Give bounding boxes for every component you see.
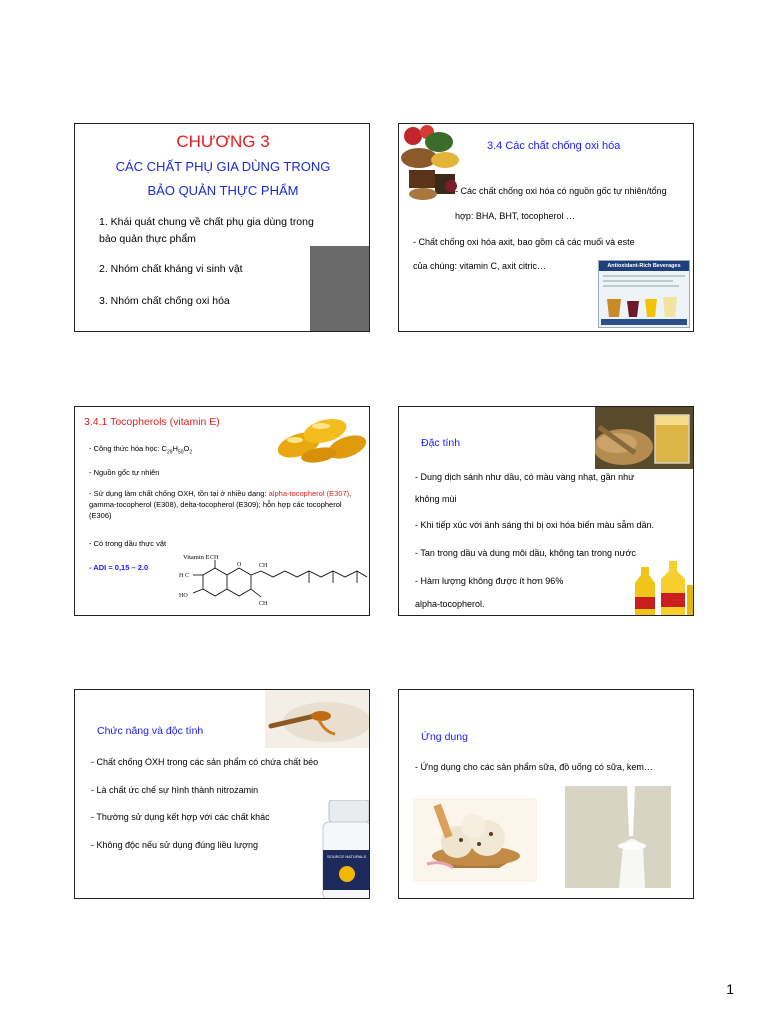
bullet-2: - Khi tiếp xúc với ánh sáng thì bị oxi hóa biến màu sẫm dần. bbox=[415, 520, 655, 530]
slide-subtitle-line2: BẢO QUẢN THỰC PHẨM bbox=[147, 183, 299, 198]
slide-title: CHƯƠNG 3 bbox=[176, 132, 270, 151]
slide-tocopherols bbox=[74, 406, 370, 616]
outline-item-1-line1: 1. Khái quát chung về chất phụ gia dùng trong bbox=[99, 216, 314, 228]
bullet-4-line1: - Hàm lượng không được ít hơn 96% bbox=[415, 576, 564, 586]
structure-label-ch3-left-tail: C bbox=[185, 573, 190, 579]
structure-label-ch3-right: CH bbox=[259, 563, 268, 569]
slide-chapter-3 bbox=[74, 123, 370, 332]
cooking-oil-bottles-image bbox=[633, 557, 694, 616]
food-collage-image bbox=[399, 124, 463, 206]
bullet-4: - Không độc nếu sử dụng đúng liều lượng bbox=[91, 840, 259, 850]
structure-label-ho: HO bbox=[179, 593, 188, 599]
bullet-2-line1: - Chất chống oxi hóa axit, bao gồm cả các muối và este bbox=[413, 237, 635, 247]
outline-item-2: 2. Nhóm chất kháng vi sinh vật bbox=[99, 263, 243, 275]
bullet-4-line2: alpha-tocopherol. bbox=[415, 599, 485, 609]
bullet-3: - Tan trong dầu và dung môi dầu, không tan trong nước bbox=[415, 548, 636, 558]
structure-title: Vitamin E bbox=[183, 554, 210, 561]
oil-and-grain-image bbox=[595, 407, 694, 469]
vitamin-e-structure-diagram bbox=[171, 553, 370, 616]
bullet-natural-origin: - Nguồn gốc tự nhiên bbox=[89, 468, 160, 477]
formula-prefix: - Công thức hóa học: C bbox=[89, 444, 167, 453]
bullet-usage-highlight: alpha-tocopherol (E307) bbox=[268, 489, 350, 498]
bullet-usage bbox=[89, 488, 361, 521]
formula-c-subscript: 29 bbox=[166, 449, 173, 456]
poster-title: Antioxidant-Rich Beverages bbox=[599, 261, 689, 271]
bullet-usage-part2: , gamma-tocopherol (E308), delta-tocopherol (E309); hỗn hợp các tocopherol (E306) bbox=[89, 489, 352, 520]
slide-heading: 3.4.1 Tocopherols (vitamin E) bbox=[84, 416, 220, 428]
formula-o: O bbox=[183, 444, 190, 453]
structure-label-o: O bbox=[237, 562, 242, 568]
formula-o-subscript: 2 bbox=[189, 449, 193, 456]
bullet-2: - Là chất ức chế sự hình thành nitrozamin bbox=[91, 785, 259, 795]
bottle-label-text: SOURCE NATURALS bbox=[327, 854, 367, 859]
supplement-bottle-image bbox=[321, 800, 370, 899]
bullet-1: - Chất chống OXH trong các sản phẩm có chứa chất béo bbox=[91, 757, 319, 767]
slide-antioxidants bbox=[398, 123, 694, 332]
bullet-2-line2: của chúng: vitamin C, axit citric… bbox=[413, 261, 547, 271]
slide-subtitle-line1: CÁC CHẤT PHỤ GIA DÙNG TRONG bbox=[115, 159, 331, 174]
bullet-1: - Ứng dụng cho các sản phẩm sữa, đồ uống có sữa, kem… bbox=[415, 762, 653, 772]
slide-heading: Chức năng và độc tính bbox=[97, 725, 204, 737]
formula-h-subscript: 50 bbox=[177, 449, 184, 456]
bullet-3: - Thường sử dụng kết hợp với các chất khác bbox=[91, 812, 270, 822]
beverage-poster-image bbox=[598, 260, 690, 328]
milk-pouring-image bbox=[565, 786, 671, 888]
structure-label-ch3-left: H bbox=[179, 573, 184, 579]
bullet-vegetable-oil: - Có trong dầu thực vật bbox=[89, 539, 167, 548]
vitamin-e-oil-spoon-image bbox=[265, 690, 370, 748]
page-number: 1 bbox=[726, 981, 734, 997]
slide-heading: Ứng dụng bbox=[421, 731, 468, 743]
bullet-1-line1: - Dung dịch sánh như dầu, có màu vàng nhạt, gần như bbox=[415, 472, 635, 482]
slide-heading: Đặc tính bbox=[421, 437, 461, 449]
decorative-gray-box bbox=[310, 246, 369, 331]
outline-item-3: 3. Nhóm chất chống oxi hóa bbox=[99, 295, 230, 307]
slide-function-toxicity bbox=[74, 689, 370, 899]
formula-h: H bbox=[172, 444, 178, 453]
slide-heading: 3.4 Các chất chống oxi hóa bbox=[487, 140, 621, 152]
bullet-1-line2: hợp: BHA, BHT, tocopherol … bbox=[455, 211, 575, 221]
bullet-usage-part1: - Sử dụng làm chất chống OXH, tồn tại ở nhiều dạng: bbox=[89, 489, 269, 498]
ice-cream-image bbox=[413, 798, 537, 882]
vitamin-e-capsules-image bbox=[275, 409, 367, 463]
slide-applications bbox=[398, 689, 694, 899]
outline-item-1-line2: bảo quản thực phẩm bbox=[99, 233, 196, 245]
adi-value: - ADI = 0,15 – 2.0 bbox=[89, 563, 149, 572]
bullet-1-line1: - Các chất chống oxi hóa có nguồn gốc tự nhiên/tổng bbox=[455, 186, 667, 196]
slide-properties bbox=[398, 406, 694, 616]
formula-line bbox=[89, 443, 192, 459]
structure-label-ch3-bottom: CH bbox=[259, 601, 268, 607]
structure-label-ch3-top: CH bbox=[210, 555, 219, 561]
bullet-1-line2: không mùi bbox=[415, 494, 457, 504]
